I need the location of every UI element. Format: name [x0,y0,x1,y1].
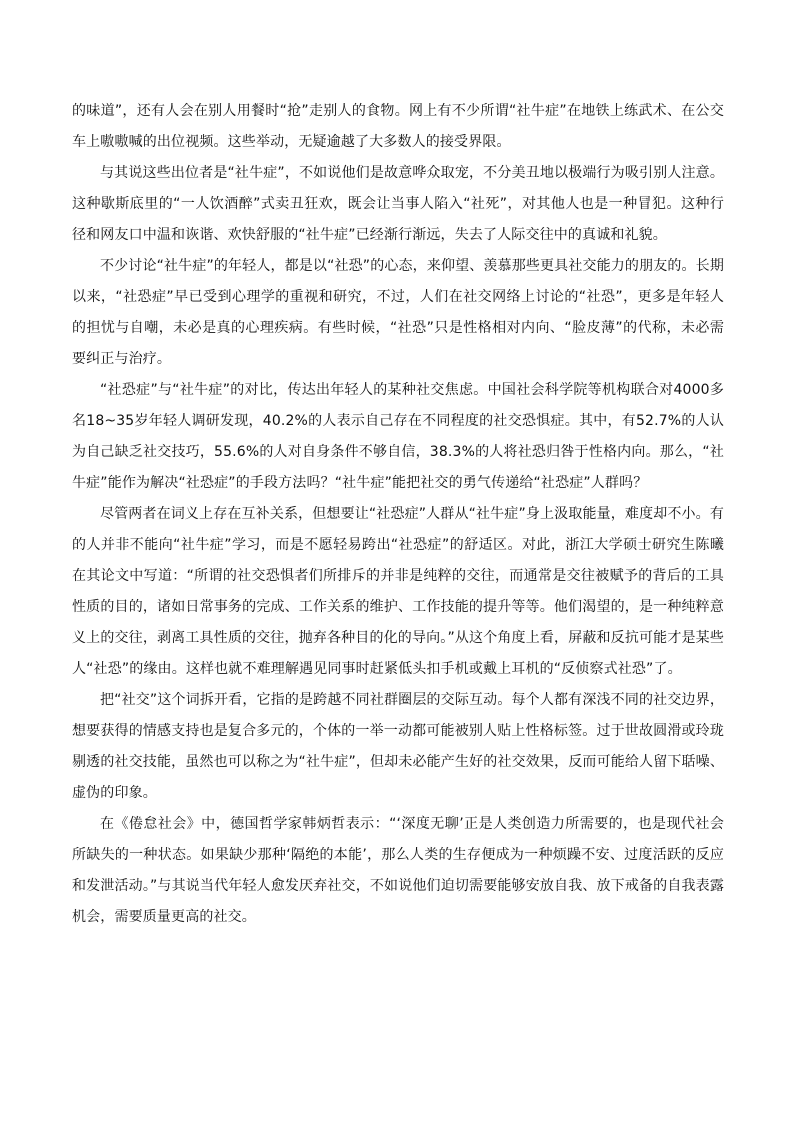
paragraph-1: 的味道”，还有人会在别人用餐时“抢”走别人的食物。网上有不少所谓“社牛症”在地铁上练武术、在公交车上嗷嗷喊的出位视频。这些举动，无疑逾越了大多数人的接受界限。 [72,103,724,150]
paragraph-4: “社恐症”与“社牛症”的对比，传达出年轻人的某种社交焦虑。中国社会科学院等机构联合对4000多名18~35岁年轻人调研发现，40.2%的人表示自己存在不同程度的社交恐惧症。其中，有52.7%的人认为自己缺乏社交技巧，55.6%的人对自身条件不够自信，38.3%的人将社恐归咎于性格内向。那么，“社牛症”能作为解决“社恐症”的手段方法吗？“社牛症”能把社交的勇气传递给“社恐症”人群吗？ [72,382,724,491]
paragraph-2: 与其说这些出位者是“社牛症”，不如说他们是故意哗众取宠，不分美丑地以极端行为吸引别人注意。这种歇斯底里的“一人饮酒醉”式卖丑狂欢，既会让当事人陷入“社死”，对其他人也是一种冒犯。这种行径和网友口中温和诙谐、欢快舒服的“社牛症”已经渐行渐远，失去了人际交往中的真诚和礼貌。 [72,165,724,243]
paragraph-7: 在《倦怠社会》中，德国哲学家韩炳哲表示：“‘深度无聊’正是人类创造力所需要的，也是现代社会所缺失的一种状态。如果缺少那种‘隔绝的本能’，那么人类的生存便成为一种烦躁不安、过度活跃的反应和发泄活动。”与其说当代年轻人愈发厌弃社交，不如说他们迫切需要能够安放自我、放下戒备的自我表露机会，需要质量更高的社交。 [72,816,724,925]
paragraph-3: 不少讨论“社牛症”的年轻人，都是以“社恐”的心态，来仰望、羡慕那些更具社交能力的朋友的。长期以来，“社恐症”早已受到心理学的重视和研究，不过，人们在社交网络上讨论的“社恐”，更多是年轻人的担忧与自嘲，未必是真的心理疾病。有些时候，“社恐”只是性格相对内向、“脸皮薄”的代称，未必需要纠正与治疗。 [72,258,724,367]
paragraph-5: 尽管两者在词义上存在互补关系，但想要让“社恐症”人群从“社牛症”身上汲取能量，难度却不小。有的人并非不能向“社牛症”学习，而是不愿轻易跨出“社恐症”的舒适区。对此，浙江大学硕士研究生陈曦在其论文中写道：“所谓的社交恐惧者们所排斥的并非是纯粹的交往，而通常是交往被赋予的背后的工具性质的目的，诸如日常事务的完成、工作关系的维护、工作技能的提升等等。他们渴望的，是一种纯粹意义上的交往，剥离工具性质的交往，抛弃各种目的化的导向。”从这个角度上看，屏蔽和反抗可能才是某些人“社恐”的缘由。这样也就不难理解遇见同事时赶紧低头扣手机或戴上耳机的“反侦察式社恐”了。 [72,506,724,677]
document-page [72,96,724,933]
paragraph-6: 把“社交”这个词拆开看，它指的是跨越不同社群圈层的交际互动。每个人都有深浅不同的社交边界，想要获得的情感支持也是复合多元的，个体的一举一动都可能被别人贴上性格标签。过于世故圆滑或玲珑剔透的社交技能，虽然也可以称之为“社牛症”，但却未必能产生好的社交效果，反而可能给人留下聒噪、虚伪的印象。 [72,692,724,801]
